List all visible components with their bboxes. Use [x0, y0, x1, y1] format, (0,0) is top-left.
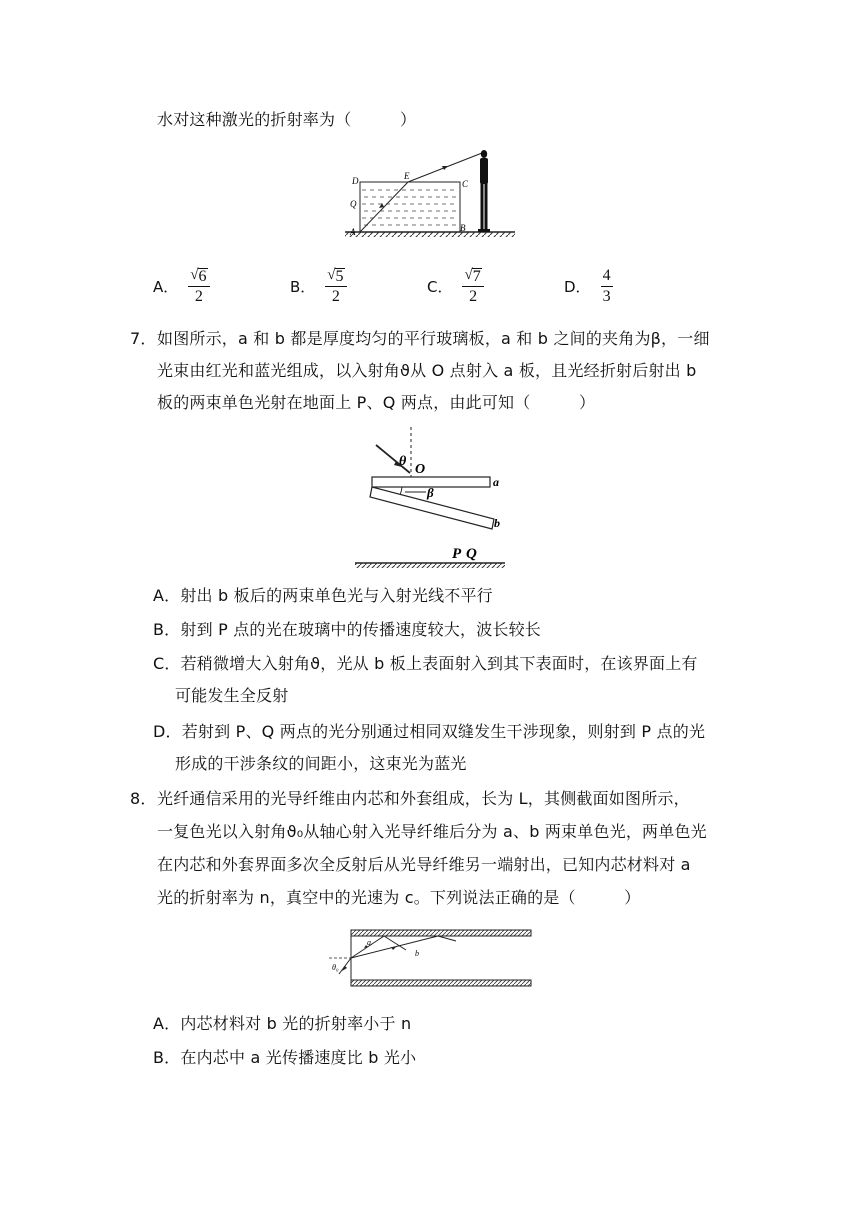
q6-figure: [340, 145, 520, 245]
q7-label-b: b: [494, 516, 500, 530]
q6-options: [153, 266, 701, 306]
q8-label-a: a: [367, 938, 371, 947]
q7-label-O: O: [415, 462, 426, 477]
q7-label-a: a: [493, 475, 499, 489]
q7-option-a[interactable]: A．射出 b 板后的两束单色光与入射光线不平行: [153, 586, 493, 605]
q7-option-c[interactable]: C．若稍微增大入射角ϑ，光从 b 板上表面射入到其下表面时，在该界面上有: [153, 654, 698, 673]
q6-label-D: D: [352, 176, 359, 186]
q7-label-P: P: [452, 546, 462, 562]
q7-label-theta: θ: [399, 454, 407, 469]
q6-label-B: B: [460, 223, 466, 233]
q7-option-c-cont: 可能发生全反射: [175, 686, 289, 705]
q7-number: 7．: [130, 329, 157, 348]
q6-label-Q: Q: [350, 199, 357, 209]
q8-label-theta0: θ₀: [332, 963, 339, 972]
q7-label-Q: Q: [466, 546, 477, 562]
q6-stem-tail: 水对这种激光的折射率为（ ）: [157, 110, 417, 129]
q6-label-A: A: [350, 227, 356, 237]
q8-stem-line-1: 光纤通信采用的光导纤维由内芯和外套组成，长为 L，其侧截面如图所示，: [157, 789, 690, 808]
q7-option-d[interactable]: D．若射到 P、Q 两点的光分别通过相同双缝发生干涉现象，则射到 P 点的光: [153, 722, 706, 741]
q7-stem-line-2: 光束由红光和蓝光组成，以入射角ϑ从 O 点射入 a 板，且光经折射后射出 b: [157, 361, 697, 380]
q8-figure: [326, 924, 536, 994]
q7-option-d-cont: 形成的干涉条纹的间距小，这束光为蓝光: [175, 754, 467, 773]
q8-stem-line-3: 在内芯和外套界面多次全反射后从光导纤维另一端射出，已知内芯材料对 a: [157, 855, 691, 874]
q7-label-beta: β: [427, 485, 434, 500]
q6-option-c[interactable]: C． √ 7 2: [427, 266, 564, 306]
q6-label-E: E: [404, 171, 410, 181]
q7-stem-line-3: 板的两束单色光射在地面上 P、Q 两点，由此可知（ ）: [157, 393, 596, 412]
q8-label-b: b: [415, 949, 419, 958]
q6-option-d[interactable]: D． $\frac{4}{3}$: [564, 266, 611, 305]
q7-option-b[interactable]: B．射到 P 点的光在玻璃中的传播速度较大，波长较长: [153, 620, 541, 639]
q8-option-a[interactable]: A．内芯材料对 b 光的折射率小于 n: [153, 1014, 412, 1033]
q6-option-b[interactable]: B． √ 5 2: [290, 266, 427, 306]
q8-stem-line-2: 一复色光以入射角ϑ₀从轴心射入光导纤维后分为 a、b 两束单色光，两单色光: [157, 822, 707, 841]
q7-figure: [350, 425, 510, 575]
q8-stem-line-4: 光的折射率为 n，真空中的光速为 c。下列说法正确的是（ ）: [157, 888, 641, 907]
q7-stem-line-1: 如图所示，a 和 b 都是厚度均匀的平行玻璃板，a 和 b 之间的夹角为β，一细: [157, 329, 710, 348]
q8-option-b[interactable]: B．在内芯中 a 光传播速度比 b 光小: [153, 1048, 417, 1067]
q6-label-C: C: [462, 179, 469, 189]
q8-number: 8．: [130, 789, 157, 808]
q6-option-a[interactable]: A． √ 6 2: [153, 266, 290, 306]
